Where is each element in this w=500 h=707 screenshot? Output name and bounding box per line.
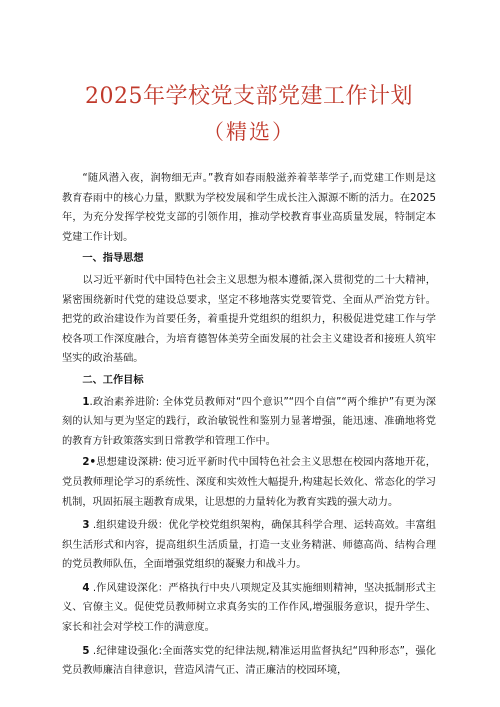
section-heading-work-goals: 二、工作目标 bbox=[82, 374, 144, 386]
document-title: 2025年学校党支部党建工作计划 bbox=[85, 84, 413, 109]
goal-number: 3 bbox=[82, 520, 90, 532]
goal-text: .政治素养进阶: 全体党员教师对“四个意识”“四个自信”“两个维护”有更为深刻的认知与更为坚定的践行，政治敏锐性和鉴别力显著增强，能迅速、准确地将党的教育方针政策落实到日常教学和管理工作中。 bbox=[62, 396, 436, 447]
goal-item-organization bbox=[62, 516, 436, 575]
goal-item-work-style bbox=[62, 579, 436, 638]
guiding-ideology-paragraph: 以习近平新时代中国特色社会主义思想为根本遵循,深入贯彻党的二十大精神，紧密围绕新时代党的建设总要求，坚定不移地落实党要管党、全面从严治党方针。把党的政治建设作为首要任务，着重提升党组织的组织力，积极促进党建工作与学校各项工作深度融合，为培育德智体美劳全面发展的社会主义建设者和接班人筑牢坚实的政治基础。 bbox=[62, 274, 436, 365]
intro-paragraph: “随风潜入夜，润物细无声。”教育如春雨般滋养着莘莘学子,而党建工作则是这教育春雨中的核心力量，默默为学校发展和学生成长注入源源不断的活力。在2025年，为充分发挥学校党支部的引领作用，推动学校教育事业高质量发展，特制定本党建工作计划。 bbox=[62, 173, 436, 243]
goal-text: .组织建设升级：优化学校党组织架构，确保其科学合理、运转高效。丰富组织生活形式和内容，提高组织生活质量，打造一支业务精湛、师德高尚、结构合理的党员教师队伍，全面增强党组织的凝聚力和战斗力。 bbox=[62, 520, 436, 571]
section-heading-guiding-ideology: 一、指导思想 bbox=[82, 253, 144, 265]
goal-item-discipline bbox=[62, 642, 436, 681]
goal-text: .作风建设深化：严格执行中央八项规定及其实施细则精神，坚决抵制形式主义、官僚主义。促使党员教师树立求真务实的工作作风,增强服务意识，提升学生、家长和社会对学校工作的满意度。 bbox=[62, 582, 436, 634]
goal-item-ideological bbox=[62, 453, 436, 512]
goal-number: 4 bbox=[82, 582, 90, 594]
goal-number: 1 bbox=[82, 396, 90, 408]
goal-item-political bbox=[62, 393, 436, 452]
goal-number: 5 bbox=[82, 645, 90, 657]
document-subtitle: （精选） bbox=[203, 120, 295, 144]
goal-text: .纪律建设强化:全面落实党的纪律法规,精准运用监督执纪“四种形态”，强化党员教师廉洁自律意识，营造风清气正、清正廉洁的校园环境， bbox=[62, 645, 436, 677]
goal-text: 思想建设深耕: 使习近平新时代中国特色社会主义思想在校园内落地开花，党员教师理论学习的系统性、深度和实效性大幅提升,构建起长效化、常态化的学习机制，巩固拓展主题教育成果，让思想的力量转化为教育实践的强大动力。 bbox=[62, 457, 436, 508]
goal-number: 2• bbox=[82, 457, 96, 469]
document-body bbox=[62, 169, 436, 681]
